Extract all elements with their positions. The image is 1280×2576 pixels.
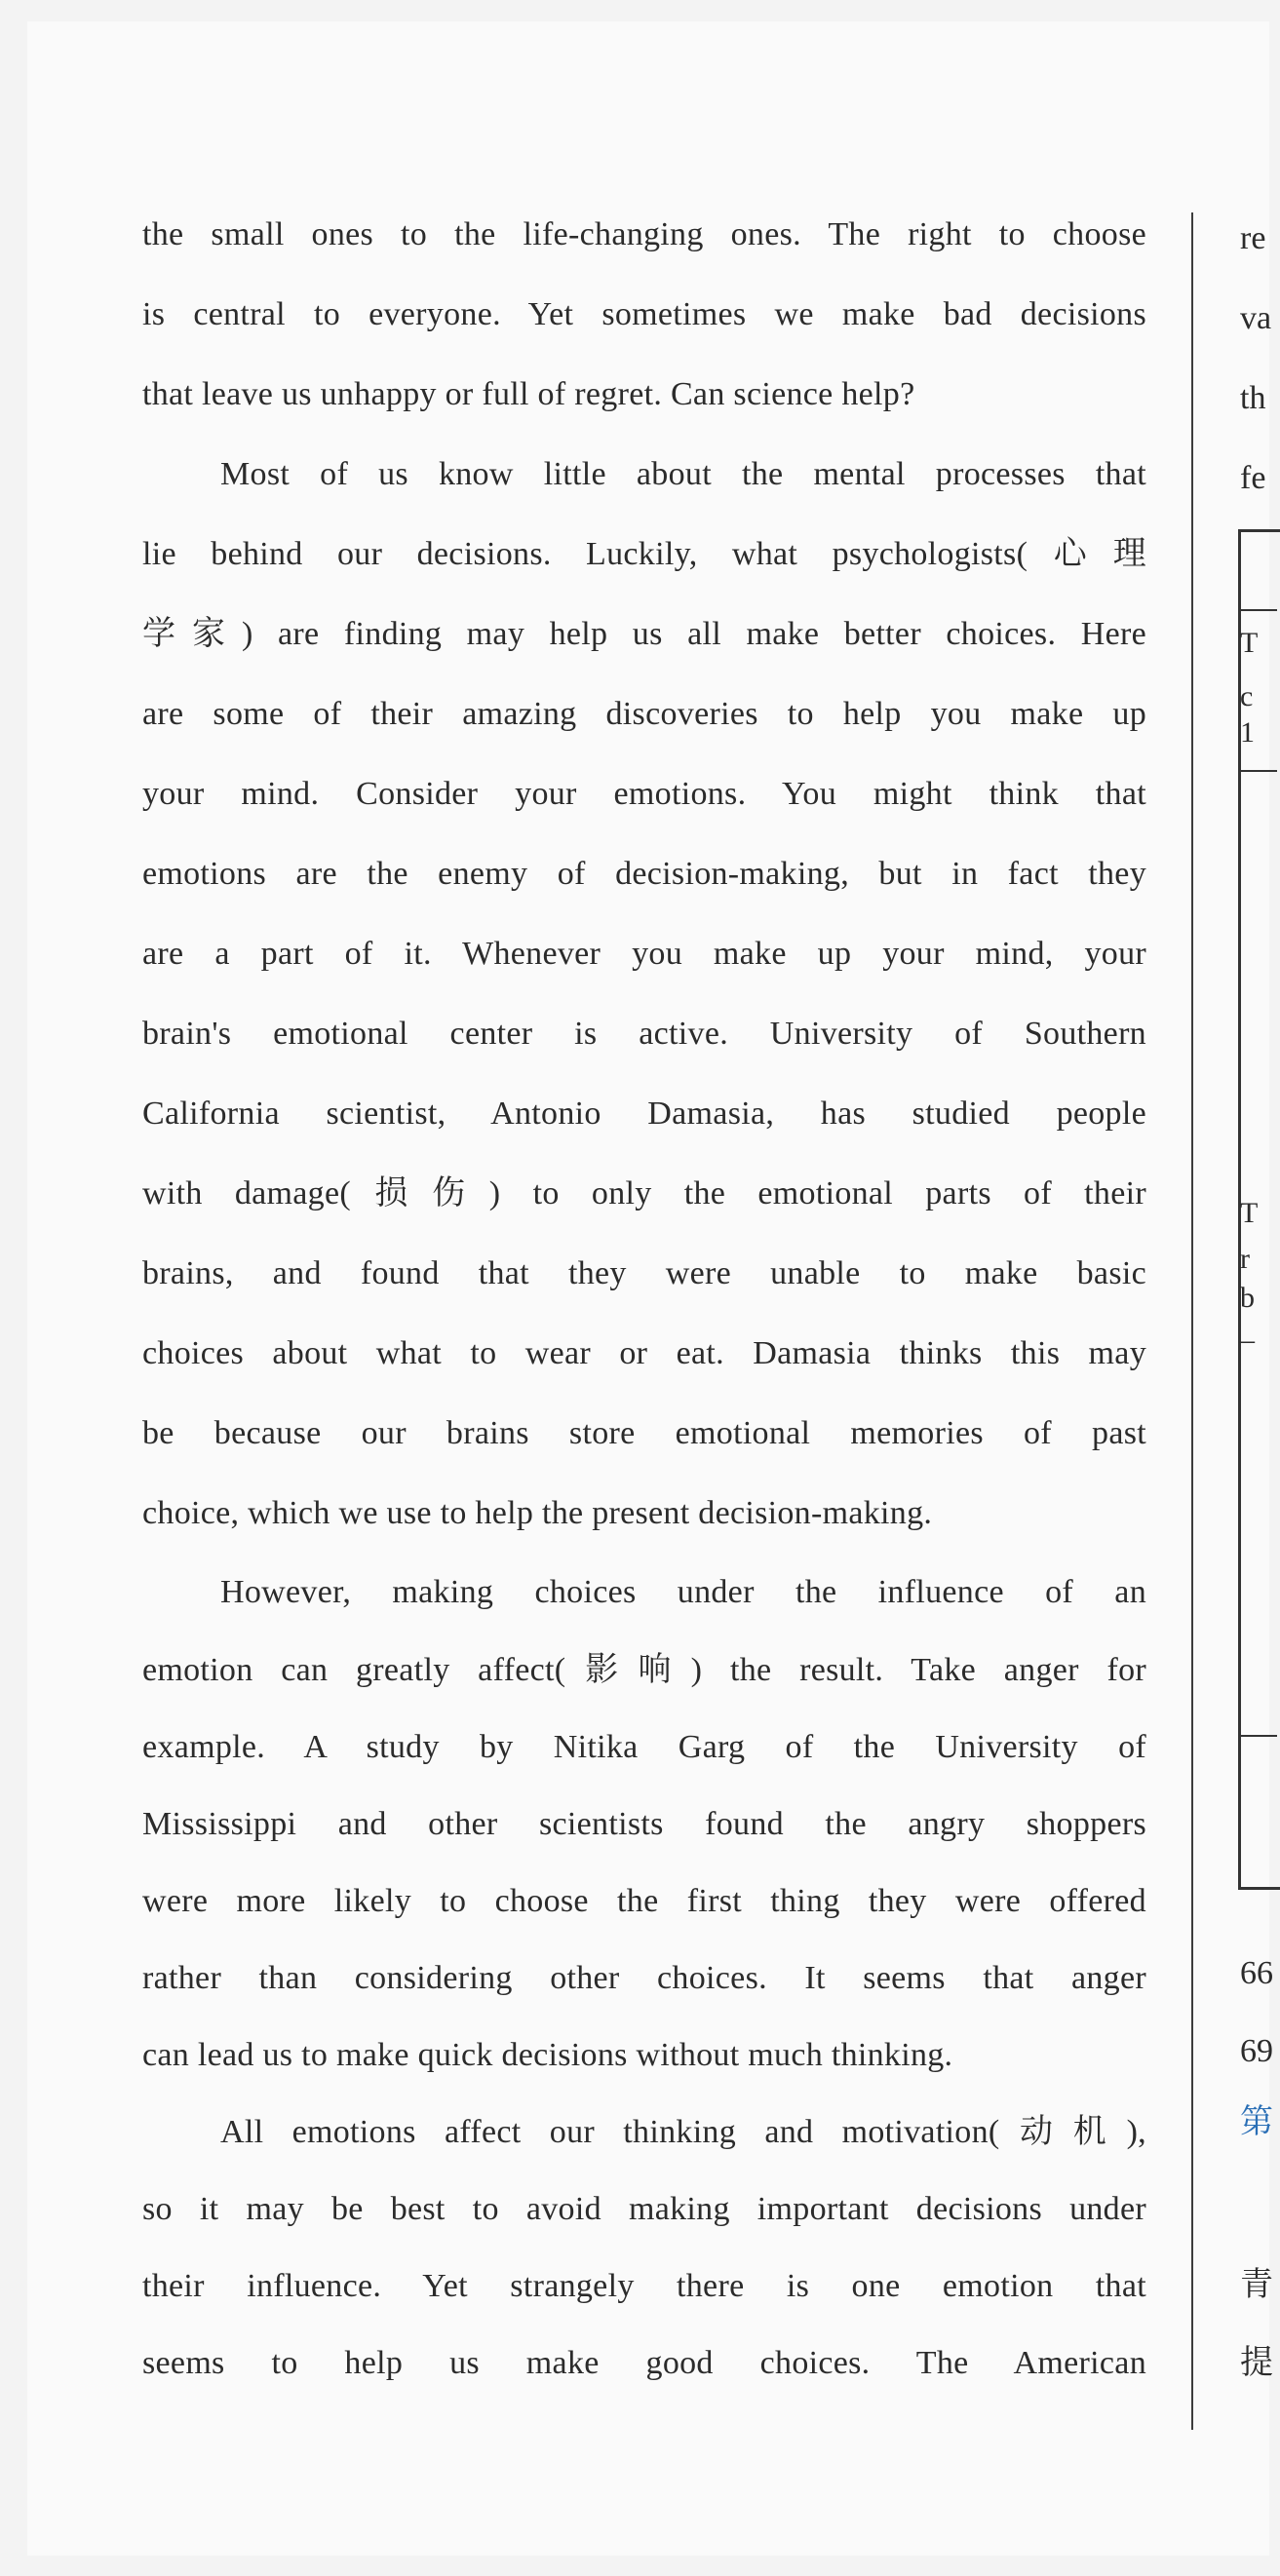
right-fragment-14: 第: [1240, 2104, 1273, 2140]
right-fragment-9: r: [1240, 1243, 1250, 1275]
passage-line-24: can lead us to make quick decisions without much thinking.: [142, 2037, 953, 2073]
passage-line-2: is central to everyone. Yet sometimes we make bad decisions: [142, 296, 1146, 332]
right-table-rule-3: [1238, 1735, 1277, 1737]
right-fragment-7: 1: [1240, 716, 1255, 749]
right-fragment-8: T: [1240, 1197, 1259, 1229]
passage-line-28: seems to help us make good choices. The American: [142, 2345, 1146, 2381]
passage-line-22: were more likely to choose the first thing they were offered: [142, 1883, 1146, 1919]
passage-line-3: that leave us unhappy or full of regret. Can science help?: [142, 376, 915, 412]
right-fragment-13: 69: [1240, 2033, 1273, 2069]
passage-line-11: brain's emotional center is active. University of Southern: [142, 1016, 1146, 1052]
passage-line-25: All emotions affect our thinking and motivation(动机),: [220, 2114, 1146, 2150]
right-fragment-15: 青: [1240, 2267, 1273, 2303]
passage-line-16: be because our brains store emotional memories of past: [142, 1415, 1146, 1451]
passage-line-7: are some of their amazing discoveries to help you make up: [142, 696, 1146, 732]
right-fragment-1: re: [1240, 220, 1266, 256]
passage-line-1: the small ones to the life-changing ones. The right to choose: [142, 216, 1146, 252]
passage-line-18: However, making choices under the influence of an: [220, 1574, 1146, 1610]
right-fragment-11: –: [1240, 1324, 1255, 1356]
passage-line-14: brains, and found that they were unable to make basic: [142, 1255, 1146, 1291]
passage-line-17: choice, which we use to help the present decision-making.: [142, 1495, 933, 1531]
right-fragment-2: va: [1240, 300, 1272, 336]
passage-line-20: example. A study by Nitika Garg of the University of: [142, 1729, 1146, 1765]
passage-line-6: 学家) are finding may help us all make better choices. Here: [142, 616, 1146, 652]
passage-line-10: are a part of it. Whenever you make up your mind, your: [142, 936, 1146, 972]
passage-line-26: so it may be best to avoid making important decisions under: [142, 2191, 1146, 2227]
right-table-rule-1: [1238, 609, 1277, 611]
passage-line-8: your mind. Consider your emotions. You might think that: [142, 776, 1146, 812]
passage-line-21: Mississippi and other scientists found the angry shoppers: [142, 1806, 1146, 1842]
right-fragment-16: 提: [1240, 2345, 1273, 2381]
passage-line-5: lie behind our decisions. Luckily, what psychologists(心理: [142, 536, 1146, 572]
passage-line-9: emotions are the enemy of decision-making, but in fact they: [142, 856, 1146, 892]
passage-line-4: Most of us know little about the mental processes that: [220, 456, 1146, 492]
passage-line-15: choices about what to wear or eat. Damasia thinks this may: [142, 1335, 1146, 1371]
column-divider: [1191, 212, 1193, 2430]
right-fragment-3: th: [1240, 380, 1266, 416]
right-fragment-5: T: [1240, 627, 1259, 659]
right-fragment-4: fe: [1240, 460, 1266, 496]
passage-column: [142, 195, 1146, 2402]
right-table-rule-2: [1238, 770, 1277, 772]
passage-line-23: rather than considering other choices. It seems that anger: [142, 1960, 1146, 1996]
passage-line-27: their influence. Yet strangely there is one emotion that: [142, 2268, 1146, 2304]
right-fragment-6: c: [1240, 680, 1254, 712]
right-fragment-12: 66: [1240, 1955, 1273, 1991]
passage-line-13: with damage(损伤) to only the emotional parts of their: [142, 1175, 1146, 1211]
passage-line-19: emotion can greatly affect(影响) the result. Take anger for: [142, 1652, 1146, 1688]
passage-line-12: California scientist, Antonio Damasia, has studied people: [142, 1096, 1146, 1132]
right-fragment-10: b: [1240, 1282, 1255, 1314]
